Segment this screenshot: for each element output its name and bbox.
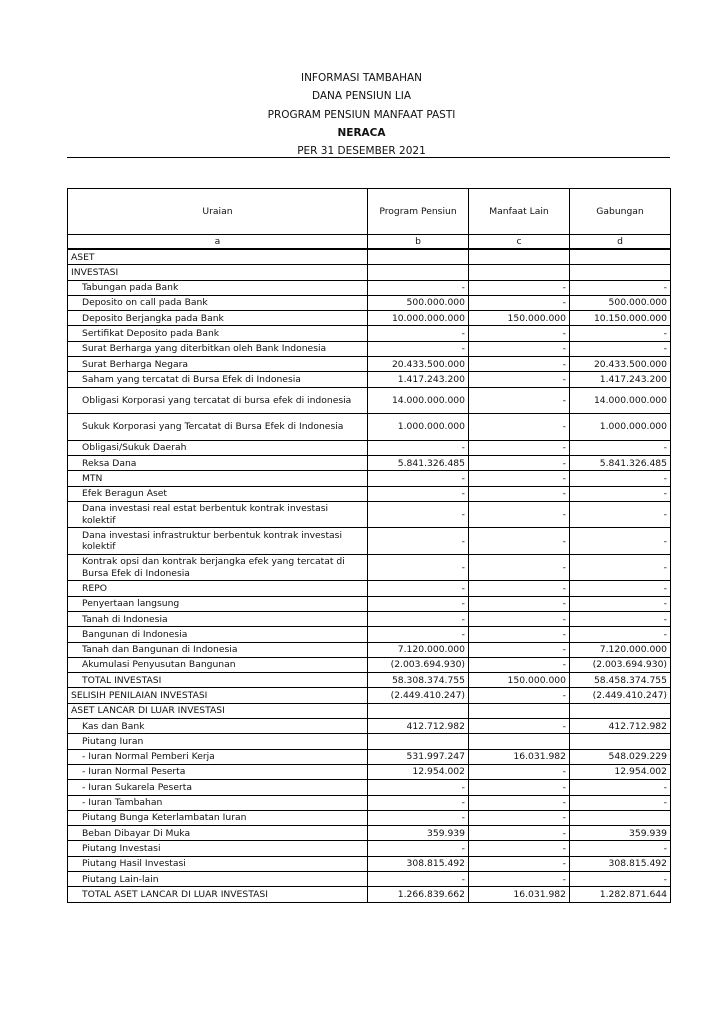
manfaat-lain-value: - (469, 688, 570, 703)
program-pensiun-value: 20.433.500.000 (368, 357, 469, 372)
gabungan-value: - (570, 627, 671, 642)
table-row (68, 719, 671, 734)
program-pensiun-value: 1.000.000.000 (368, 414, 469, 441)
gabungan-value: - (570, 528, 671, 555)
gabungan-value: - (570, 471, 671, 486)
table-row (68, 657, 671, 672)
row-label: MTN (68, 471, 368, 486)
gabungan-value: 359.939 (570, 826, 671, 841)
row-label: INVESTASI (68, 265, 368, 280)
manfaat-lain-value: - (469, 341, 570, 356)
table-row (68, 642, 671, 657)
program-pensiun-value: 308.815.492 (368, 856, 469, 871)
program-pensiun-value: - (368, 596, 469, 611)
manfaat-lain-value: - (469, 440, 570, 455)
program-pensiun-value: - (368, 872, 469, 887)
program-pensiun-value: 14.000.000.000 (368, 387, 469, 414)
row-label: Surat Berharga Negara (68, 357, 368, 372)
row-label: Penyertaan langsung (68, 596, 368, 611)
row-label: Piutang Hasil Investasi (68, 856, 368, 871)
program-pensiun-value: (2.449.410.247) (368, 688, 469, 703)
program-pensiun-value: - (368, 795, 469, 810)
program-pensiun-value: - (368, 341, 469, 356)
gabungan-value: - (570, 611, 671, 626)
row-label: Akumulasi Penyusutan Bangunan (68, 657, 368, 672)
row-label: Obligasi Korporasi yang tercatat di bursa efek di indonesia (68, 387, 368, 414)
row-label: Piutang Lain-lain (68, 872, 368, 887)
program-pensiun-value: - (368, 501, 469, 528)
table-row (68, 280, 671, 295)
program-pensiun-value: - (368, 554, 469, 581)
gabungan-value: - (570, 280, 671, 295)
table-row (68, 326, 671, 341)
table-row (68, 810, 671, 825)
program-pensiun-value: - (368, 486, 469, 501)
program-pensiun-value: 531.997.247 (368, 749, 469, 764)
table-row (68, 372, 671, 387)
column-header-gabungan: Gabungan (570, 189, 671, 235)
gabungan-value: (2.003.694.930) (570, 657, 671, 672)
row-label: Surat Berharga yang diterbitkan oleh Bank Indonesia (68, 341, 368, 356)
manfaat-lain-value: - (469, 280, 570, 295)
table-row (68, 795, 671, 810)
table-row (68, 311, 671, 326)
column-header-manfaat-lain: Manfaat Lain (469, 189, 570, 235)
manfaat-lain-value: - (469, 719, 570, 734)
table-row (68, 826, 671, 841)
manfaat-lain-value: - (469, 554, 570, 581)
table-row (68, 341, 671, 356)
program-pensiun-value: 1.266.839.662 (368, 887, 469, 902)
header-divider (67, 157, 670, 158)
table-code-row (68, 235, 671, 250)
manfaat-lain-value: - (469, 764, 570, 779)
row-label: Tanah dan Bangunan di Indonesia (68, 642, 368, 657)
gabungan-value (570, 810, 671, 825)
table-row (68, 440, 671, 455)
manfaat-lain-value: - (469, 872, 570, 887)
program-pensiun-value: - (368, 780, 469, 795)
table-row (68, 265, 671, 280)
manfaat-lain-value: - (469, 295, 570, 310)
gabungan-value (570, 734, 671, 749)
manfaat-lain-value: - (469, 841, 570, 856)
gabungan-value: 500.000.000 (570, 295, 671, 310)
program-pensiun-value: - (368, 841, 469, 856)
row-label: Piutang Iuran (68, 734, 368, 749)
row-label: Kontrak opsi dan kontrak berjangka efek yang tercatat di Bursa Efek di Indonesia (68, 554, 368, 581)
program-pensiun-value: 1.417.243.200 (368, 372, 469, 387)
table-row (68, 596, 671, 611)
program-pensiun-value (368, 249, 469, 265)
manfaat-lain-value: - (469, 627, 570, 642)
manfaat-lain-value: - (469, 826, 570, 841)
manfaat-lain-value: - (469, 501, 570, 528)
row-label: Sertifikat Deposito pada Bank (68, 326, 368, 341)
row-label: Piutang Investasi (68, 841, 368, 856)
manfaat-lain-value: - (469, 795, 570, 810)
manfaat-lain-value: - (469, 856, 570, 871)
row-label: Beban Dibayar Di Muka (68, 826, 368, 841)
table-row (68, 581, 671, 596)
gabungan-value: 308.815.492 (570, 856, 671, 871)
gabungan-value: 20.433.500.000 (570, 357, 671, 372)
manfaat-lain-value (469, 734, 570, 749)
manfaat-lain-value: 16.031.982 (469, 887, 570, 902)
row-label: Deposito on call pada Bank (68, 295, 368, 310)
gabungan-value: - (570, 795, 671, 810)
program-pensiun-value: - (368, 471, 469, 486)
gabungan-value (570, 265, 671, 280)
column-header-program-pensiun: Program Pensiun (368, 189, 469, 235)
program-pensiun-value: - (368, 326, 469, 341)
program-pensiun-value (368, 703, 469, 718)
manfaat-lain-value (469, 703, 570, 718)
table-row (68, 471, 671, 486)
gabungan-value: - (570, 501, 671, 528)
gabungan-value: 412.712.982 (570, 719, 671, 734)
table-row (68, 611, 671, 626)
manfaat-lain-value: - (469, 528, 570, 555)
table-row (68, 486, 671, 501)
program-pensiun-value: 359.939 (368, 826, 469, 841)
manfaat-lain-value: - (469, 657, 570, 672)
table-row (68, 501, 671, 528)
program-pensiun-value: 412.712.982 (368, 719, 469, 734)
table-row (68, 295, 671, 310)
gabungan-value: 10.150.000.000 (570, 311, 671, 326)
program-pensiun-value (368, 734, 469, 749)
manfaat-lain-value: - (469, 611, 570, 626)
gabungan-value: - (570, 486, 671, 501)
table-row (68, 673, 671, 688)
report-title-line1: INFORMASI TAMBAHAN (300, 72, 423, 84)
row-label: Piutang Bunga Keterlambatan Iuran (68, 810, 368, 825)
program-pensiun-value (368, 265, 469, 280)
table-row (68, 872, 671, 887)
gabungan-value: 7.120.000.000 (570, 642, 671, 657)
gabungan-value: - (570, 581, 671, 596)
row-label: ASET (68, 249, 368, 265)
manfaat-lain-value: - (469, 581, 570, 596)
program-pensiun-value: 12.954.002 (368, 764, 469, 779)
row-label: Tabungan pada Bank (68, 280, 368, 295)
table-row (68, 734, 671, 749)
gabungan-value: 58.458.374.755 (570, 673, 671, 688)
program-pensiun-value: 500.000.000 (368, 295, 469, 310)
table-row (68, 703, 671, 718)
manfaat-lain-value: - (469, 414, 570, 441)
row-label: Kas dan Bank (68, 719, 368, 734)
gabungan-value: 1.282.871.644 (570, 887, 671, 902)
table-row (68, 764, 671, 779)
manfaat-lain-value: - (469, 486, 570, 501)
program-pensiun-value: (2.003.694.930) (368, 657, 469, 672)
row-label: Sukuk Korporasi yang Tercatat di Bursa Efek di Indonesia (68, 414, 368, 441)
program-pensiun-value: - (368, 627, 469, 642)
table-row (68, 887, 671, 902)
manfaat-lain-value: - (469, 357, 570, 372)
table-body (68, 249, 671, 902)
row-label: Bangunan di Indonesia (68, 627, 368, 642)
row-label: - Iuran Normal Pemberi Kerja (68, 749, 368, 764)
table-row (68, 455, 671, 470)
program-pensiun-value: - (368, 280, 469, 295)
table-row (68, 414, 671, 441)
manfaat-lain-value: - (469, 810, 570, 825)
manfaat-lain-value: - (469, 780, 570, 795)
row-label: - Iuran Sukarela Peserta (68, 780, 368, 795)
column-header-uraian: Uraian (68, 189, 368, 235)
program-pensiun-value: - (368, 611, 469, 626)
gabungan-value: (2.449.410.247) (570, 688, 671, 703)
column-code-b: b (368, 235, 469, 250)
gabungan-value: - (570, 554, 671, 581)
gabungan-value: 1.000.000.000 (570, 414, 671, 441)
row-label: - Iuran Tambahan (68, 795, 368, 810)
table-row (68, 780, 671, 795)
report-period: PER 31 DESEMBER 2021 (297, 145, 426, 158)
row-label: Deposito Berjangka pada Bank (68, 311, 368, 326)
table-row (68, 841, 671, 856)
table-row (68, 249, 671, 265)
manfaat-lain-value: - (469, 642, 570, 657)
program-pensiun-value: 58.308.374.755 (368, 673, 469, 688)
gabungan-value: 14.000.000.000 (570, 387, 671, 414)
manfaat-lain-value: - (469, 372, 570, 387)
report-statement-name: NERACA (337, 126, 386, 139)
table-row (68, 688, 671, 703)
manfaat-lain-value: 150.000.000 (469, 673, 570, 688)
column-code-d: d (570, 235, 671, 250)
row-label: Saham yang tercatat di Bursa Efek di Indonesia (68, 372, 368, 387)
gabungan-value: - (570, 596, 671, 611)
manfaat-lain-value: 150.000.000 (469, 311, 570, 326)
table-row (68, 357, 671, 372)
table-row (68, 528, 671, 555)
row-label: REPO (68, 581, 368, 596)
row-label: Obligasi/Sukuk Daerah (68, 440, 368, 455)
table-row (68, 554, 671, 581)
row-label: Tanah di Indonesia (68, 611, 368, 626)
manfaat-lain-value: - (469, 471, 570, 486)
program-pensiun-value: 10.000.000.000 (368, 311, 469, 326)
program-pensiun-value: - (368, 810, 469, 825)
manfaat-lain-value: - (469, 455, 570, 470)
row-label: Dana investasi infrastruktur berbentuk kontrak investasi kolektif (68, 528, 368, 555)
column-code-c: c (469, 235, 570, 250)
gabungan-value: 1.417.243.200 (570, 372, 671, 387)
row-label: TOTAL ASET LANCAR DI LUAR INVESTASI (68, 887, 368, 902)
report-program-name: PROGRAM PENSIUN MANFAAT PASTI (267, 108, 456, 121)
report-fund-name: DANA PENSIUN LIA (311, 90, 412, 103)
gabungan-value: - (570, 341, 671, 356)
report-header (0, 69, 723, 160)
program-pensiun-value: 5.841.326.485 (368, 455, 469, 470)
program-pensiun-value: - (368, 440, 469, 455)
gabungan-value: 548.029.229 (570, 749, 671, 764)
row-label: - Iuran Normal Peserta (68, 764, 368, 779)
row-label: Efek Beragun Aset (68, 486, 368, 501)
table-row (68, 627, 671, 642)
manfaat-lain-value (469, 265, 570, 280)
gabungan-value: - (570, 872, 671, 887)
row-label: SELISIH PENILAIAN INVESTASI (68, 688, 368, 703)
gabungan-value: 5.841.326.485 (570, 455, 671, 470)
gabungan-value: - (570, 326, 671, 341)
balance-sheet-table (67, 188, 671, 903)
table-header-row (68, 189, 671, 235)
manfaat-lain-value: - (469, 326, 570, 341)
row-label: Dana investasi real estat berbentuk kontrak investasi kolektif (68, 501, 368, 528)
program-pensiun-value: - (368, 581, 469, 596)
manfaat-lain-value: - (469, 387, 570, 414)
gabungan-value: - (570, 780, 671, 795)
row-label: Reksa Dana (68, 455, 368, 470)
gabungan-value (570, 703, 671, 718)
gabungan-value: - (570, 841, 671, 856)
gabungan-value (570, 249, 671, 265)
gabungan-value: - (570, 440, 671, 455)
manfaat-lain-value: - (469, 596, 570, 611)
table-row (68, 749, 671, 764)
manfaat-lain-value (469, 249, 570, 265)
row-label: ASET LANCAR DI LUAR INVESTASI (68, 703, 368, 718)
row-label: TOTAL INVESTASI (68, 673, 368, 688)
program-pensiun-value: 7.120.000.000 (368, 642, 469, 657)
gabungan-value: 12.954.002 (570, 764, 671, 779)
column-code-a: a (68, 235, 368, 250)
table-row (68, 856, 671, 871)
table-row (68, 387, 671, 414)
manfaat-lain-value: 16.031.982 (469, 749, 570, 764)
program-pensiun-value: - (368, 528, 469, 555)
